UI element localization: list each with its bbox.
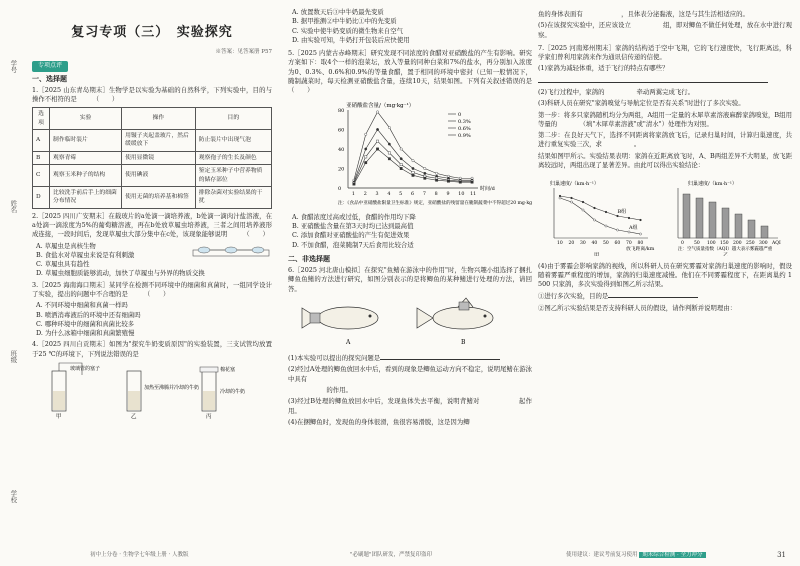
q4-option-d: D. 由实验可知，牛奶打开包装后应快使用 xyxy=(292,35,410,44)
answer-reference: ※答案：见答案册 P57 xyxy=(215,48,272,55)
q3-option-a: A. 不同环境中细菌和真菌一样吗 xyxy=(36,301,128,310)
milk-tubes-diagram xyxy=(32,361,262,419)
table-cell: D xyxy=(33,186,50,208)
data-point xyxy=(388,157,390,159)
bar xyxy=(709,202,716,238)
legend-label: 0.9% xyxy=(458,132,471,139)
tube-label: 加热至沸腾并冷却的牛奶 xyxy=(144,384,200,391)
series-line-b xyxy=(560,196,641,220)
chart-note: 注：空气质量指数（AQI）越大表示雾霾越严重 xyxy=(678,247,773,253)
x-tick-label: 2 xyxy=(363,191,367,197)
data-point xyxy=(376,128,378,130)
chart-note: 注：《食品中亚硝酸盐限量卫生标准》规定，亚硝酸盐的残留量在腌制蔬菜中不得超过20 mg·kg⁻¹ xyxy=(338,200,532,206)
footer-usage-tag: 使用建议：建议考前复习使用 xyxy=(566,552,638,559)
fish-a xyxy=(302,307,378,346)
nitrite-chart xyxy=(288,98,532,210)
q5-option-b: B. 亚硝酸盐含量在第3天时均已达到最高值 xyxy=(292,222,414,231)
fish-label: B xyxy=(461,338,466,346)
tube-name: 乙 xyxy=(131,413,137,419)
data-point xyxy=(365,147,367,149)
column-middle xyxy=(288,8,552,538)
series-line xyxy=(354,149,472,184)
data-point xyxy=(582,209,584,211)
answer-blank[interactable] xyxy=(608,291,698,298)
q7-part-4: (4)由于雾霾会影响家鸽的视线，所以科研人员在研究雾霾对家鸽归巢速度的影响时，假设随着雾霾严重程度的增加，家鸽的归巢速度减慢。他们在不同雾霾程度下，在距离巢约 1 500 只家鸽，多次实验得到如图乙所示结果。 xyxy=(538,261,792,289)
question-2 xyxy=(32,212,272,240)
table-cell: 使用碘液 xyxy=(122,165,196,187)
x-tick-label: 30 xyxy=(580,241,586,247)
data-point xyxy=(471,180,473,182)
data-point xyxy=(400,163,402,165)
y-axis-label: 归巢速度/（km·h⁻¹） xyxy=(688,181,737,188)
table-cell: A xyxy=(33,129,50,151)
table-cell: B xyxy=(33,151,50,164)
data-point xyxy=(412,167,414,169)
table-row xyxy=(33,151,272,164)
data-point xyxy=(459,180,461,182)
side-info-strip xyxy=(0,60,28,560)
tube-name: 丙 xyxy=(206,413,212,419)
legend-label: 0.6% xyxy=(458,125,471,132)
data-point xyxy=(605,211,607,213)
data-point xyxy=(559,197,561,199)
q6-part-2: (2)经过A处理的鲫鱼放回水中后，看到的现象是鲫鱼运动方向不稳定，说明尾鳍在游泳中具有 xyxy=(288,365,532,383)
data-point xyxy=(365,133,367,135)
x-tick-label: 7 xyxy=(422,191,426,197)
fish-b xyxy=(417,298,493,346)
q3-option-b: B. 喷洒消毒液后的环境中还有细菌吗 xyxy=(36,310,141,319)
data-point xyxy=(400,167,402,169)
chart-name: 甲 xyxy=(594,253,600,257)
data-point xyxy=(353,182,355,184)
q7-part-4-1-text: ①进行多次实验，目的是 xyxy=(538,292,609,301)
bar xyxy=(761,226,768,238)
series-line xyxy=(354,141,472,183)
q5-option-d: D. 不加食醋，泡菜腌制7天后食用比较合适 xyxy=(292,240,414,249)
q3-option-c: C. 哪种环境中的细菌和真菌比较多 xyxy=(36,319,135,328)
question-3: 3.［2025 海南海口期末］某同学在检测不同环境中的细菌和真菌时，一组同学设计了实验，提出的问题中不合理的是 （ ） xyxy=(32,280,272,298)
q2-option-a: A. 草履虫是真核生物 xyxy=(36,241,96,250)
q6-part-3: (3)经过B处理的鲫鱼放回水中后，发现鱼体失去平衡，说明背鳍对 起作用。 xyxy=(288,397,532,415)
x-tick-label: 200 xyxy=(733,241,742,247)
y-axis-label: 归巢速度/（km·h⁻¹） xyxy=(550,181,599,188)
page-title: 复习专项（三） 实验探究 xyxy=(71,25,233,40)
x-axis-label: 时间/d xyxy=(480,185,495,192)
footer-badge: 期末综合检测 · 全力冲分 xyxy=(639,552,705,558)
data-point xyxy=(424,167,426,169)
x-tick-label: 3 xyxy=(375,191,379,197)
special-tag: 专项点评 xyxy=(32,61,68,72)
series-label: B组 xyxy=(617,209,627,216)
data-point xyxy=(388,126,390,128)
x-tick-label: 10 xyxy=(557,241,563,247)
data-point xyxy=(400,147,402,149)
data-point xyxy=(376,110,378,112)
data-point xyxy=(616,229,618,231)
q7-part-2: (2)飞行过程中，家鸽的 牵动两翼完成飞行。 xyxy=(538,87,695,96)
table-cell: 制作临时装片 xyxy=(50,129,122,151)
y-axis-label: 亚硝酸盐含量/（mg·kg⁻¹） xyxy=(346,102,415,109)
section-nonchoice-title: 二、非选择题 xyxy=(288,254,330,263)
bar xyxy=(735,214,742,238)
y-tick-label: 40 xyxy=(338,146,345,153)
fish-label: A xyxy=(346,338,351,346)
chart-name: 乙 xyxy=(723,253,729,257)
answer-blank[interactable] xyxy=(538,76,768,83)
data-point xyxy=(605,225,607,227)
question-5: 5.［2025 内蒙古赤峰期末］研究发现不同浓度的食醋对亚硝酸盐的产生有影响。研究方案如下：取4个一样的泡菜坛，放入等量的同种白菜和7%的盐水，再分别加入浓度为0、0.3%、0.6%和0.9%的等量食醋，置于相同的环境中密封（已知一般情况下，腌制蔬菜时，每天检测亚硝酸盐含量，连续10天，结果如图。下列有关叙述错误的是 （ ） xyxy=(288,49,552,95)
table-header: 操作 xyxy=(122,108,196,130)
x-tick-label: 9 xyxy=(446,191,450,197)
x-tick-label: 0 xyxy=(681,241,684,247)
q7-result: 结果如图甲所示。实验结果表明：家鸽在近距离放飞时，A、B两组差异不大明显，放飞距离较远时，两组出现了显著差异。由此可以得出实验结论： xyxy=(538,151,792,169)
tube-label: 冷却的牛奶 xyxy=(220,388,246,395)
q2-option-b: B. 食盐水对草履虫来说是有利刺激 xyxy=(36,250,135,259)
bar xyxy=(722,208,729,238)
x-tick-label: 4 xyxy=(387,191,391,197)
table-row xyxy=(33,129,272,151)
section-choice-title: 一、选择题 xyxy=(32,74,67,83)
q6-part-2b: 的作用。 xyxy=(288,386,352,395)
side-label-class: 班级 xyxy=(9,350,18,363)
data-point xyxy=(376,140,378,142)
data-point xyxy=(365,161,367,163)
tube-label: 棉花塞 xyxy=(220,366,236,373)
data-point xyxy=(616,215,618,217)
data-point xyxy=(628,231,630,233)
table-cell: 比较洗手前后手上的细菌分布情况 xyxy=(50,186,122,208)
x-tick-label: 70 xyxy=(626,241,632,247)
x-tick-label: 40 xyxy=(591,241,598,247)
x-tick-label: 50 xyxy=(694,241,700,247)
x-tick-label: 10 xyxy=(458,191,465,197)
table-header-row xyxy=(33,108,272,130)
question-4: 4.［2025 四川自贡期末］如图为"探究牛奶变质原因"的实验装置，三支试管均放置于25 ℃的环境下，下列说法错误的是 xyxy=(32,340,272,358)
table-cell: 用镊子夹起盖玻片，然后缓缓放下 xyxy=(122,129,196,151)
data-point xyxy=(639,219,641,221)
table-cell: 鉴定玉米种子中营养物质的储存部位 xyxy=(195,165,271,187)
q4-option-c: C. 实验中使牛奶变质的微生物来自空气 xyxy=(292,26,403,35)
data-point xyxy=(388,151,390,153)
y-tick-label: 0 xyxy=(338,185,342,192)
data-point xyxy=(388,142,390,144)
data-point xyxy=(628,217,630,219)
data-point xyxy=(365,155,367,157)
question-2-stem: 2.［2025 四川广安期末］在载玻片的a处滴一滴培养液，b处滴一滴肉汁盐溶液，在a处滴一滴浓度为5%的葡萄糖溶液，再在b处放草履虫培养液，三者之间用培养液形成连接，一段时间后，发现草履虫大部分集中在c处，该现象能够说明 （ ） xyxy=(32,211,272,239)
data-point xyxy=(376,147,378,149)
table-cell: 观察玉米种子的结构 xyxy=(50,165,122,187)
y-tick-label: 20 xyxy=(338,166,345,173)
table-cell: 观察孢子的生长及颜色 xyxy=(195,151,271,164)
side-label-school: 学校 xyxy=(9,490,18,503)
footer-right xyxy=(566,552,706,560)
page-number: 31 xyxy=(777,550,786,559)
q3-option-d: D. 为什么冰箱中细菌和真菌繁殖慢 xyxy=(36,329,135,338)
table-header: 目的 xyxy=(195,108,271,130)
footer-left: 初中上分卷 · 生物学七年级上册 · 人教版 xyxy=(90,552,189,559)
x-tick-label: 50 xyxy=(603,241,609,247)
q4-option-b: B. 据甲推测②中牛奶比①中的先变质 xyxy=(292,17,397,26)
question-7: 7.［2025 河南郑州期末］家鸽的结构适于空中飞翔，它的飞行速度快，飞行距离远，科学家们曾利用家鸽来作为通讯信传递的信使。 xyxy=(538,43,792,62)
q6-continued-1: 鱼的身体表面有 ，且体表分泌黏液，这是与其生活相适应的。 xyxy=(538,10,749,18)
q7-step-2: 第二步：在良好天气下，选择不同距离将家鸽放飞后，记录归巢时间，计算归巢速度，共进行重复实验三次，求 。 xyxy=(538,131,792,149)
column-left xyxy=(32,8,272,538)
data-point xyxy=(424,177,426,179)
data-point xyxy=(412,159,414,161)
q5-option-c: C. 添加食醋对亚硝酸盐的产生有促进效果 xyxy=(292,231,410,240)
x-tick-label: 80 xyxy=(637,241,644,247)
data-point xyxy=(400,157,402,159)
q6-part-1 xyxy=(288,353,532,363)
table-cell: 使用无菌的培养基和棉签 xyxy=(122,186,196,208)
column-right xyxy=(538,8,792,538)
bar xyxy=(683,194,690,238)
x-tick-label: 60 xyxy=(614,241,621,247)
legend-label: 0.3% xyxy=(458,118,471,125)
x-axis-label: 放飞距离/km xyxy=(626,247,655,253)
table-cell: 排除杂菌对实验结果的干扰 xyxy=(195,186,271,208)
x-tick-label: 100 xyxy=(707,241,716,247)
tube-label: 玻璃管的塞子 xyxy=(70,365,101,372)
data-point xyxy=(582,201,584,203)
q7-part-3: (3)科研人员在研究"家鸽嗅觉与导航定位是否有关系"时进行了多次实验。 xyxy=(538,99,745,108)
q5-option-a: A. 食醋浓度过高或过低，食醋的作用均下降 xyxy=(292,212,416,221)
x-tick-label: 300 xyxy=(759,241,768,247)
table-header: 实验 xyxy=(50,108,122,130)
x-tick-label: 20 xyxy=(568,241,575,247)
data-point xyxy=(447,180,449,182)
q7-step-1: 第一步：将多只家鸽随机均分为两组，A组用一定量的木犀草素溶液麻醉家鸽嗅觉，B组用等量的 （填"木犀草素溶液"或"清水"）处理作为对照。 xyxy=(538,110,792,128)
data-point xyxy=(570,197,572,199)
data-point xyxy=(570,201,572,203)
q4-option-a: A. 放置数天后③中牛奶最先变质 xyxy=(292,8,384,16)
data-point xyxy=(639,233,641,235)
table-cell: 防止装片中出现气泡 xyxy=(195,129,271,151)
table-cell: 使用显微镜 xyxy=(122,151,196,164)
series-label: A组 xyxy=(629,225,638,232)
legend-label: 0 xyxy=(458,111,462,118)
bar xyxy=(696,198,703,238)
data-point xyxy=(424,172,426,174)
x-tick-label: 1 xyxy=(351,191,355,197)
x-tick-label: 150 xyxy=(720,241,729,247)
data-point xyxy=(412,174,414,176)
x-tick-label: AQI xyxy=(772,241,781,247)
table-row xyxy=(33,165,272,187)
question-1: 1.［2025 山东青岛期末］生物学是以实验为基础的自然科学，下列实验中，目的与操作不相符的是 （ ） xyxy=(32,85,272,103)
pigeon-charts xyxy=(538,172,792,256)
y-tick-label: 80 xyxy=(338,107,345,114)
experiment-table xyxy=(32,107,272,209)
answer-blank[interactable] xyxy=(380,353,500,360)
footer-middle: "必刷题"团队研发，严禁复印盗印 xyxy=(350,552,433,559)
question-6: 6.［2025 河北唐山模拟］在探究"鱼鳍在游泳中的作用"时，生物兴趣小组选择了捆扎鲫鱼鱼鳍的方法进行研究，如图分别表示的是将鲫鱼的某种鳍进行处理的方法，请回答。 xyxy=(288,266,532,293)
slide-diagram xyxy=(192,242,272,260)
x-tick-label: 5 xyxy=(399,191,403,197)
q6-part-1-text: (1)本实验可以提出的探究问题是 xyxy=(288,354,381,363)
x-tick-label: 8 xyxy=(434,191,438,197)
tube-name: 甲 xyxy=(56,413,62,419)
table-cell: 观察青霉 xyxy=(50,151,122,164)
data-point xyxy=(435,179,437,181)
q6-part-5: (5)在该探究实验中，还应该设立 组，即对鲫鱼不做任何处理，放在水中进行观察。 xyxy=(538,21,792,39)
data-point xyxy=(593,207,595,209)
series-line xyxy=(354,111,472,179)
y-tick-label: 60 xyxy=(338,127,345,134)
data-point xyxy=(435,172,437,174)
data-point xyxy=(593,219,595,221)
side-label-name: 姓名 xyxy=(9,200,18,213)
q7-part-4-1 xyxy=(538,291,792,301)
q2-option-d: D. 草履虫细胞质能够流动，加快了草履虫与外界的物质交换 xyxy=(36,269,205,278)
x-tick-label: 6 xyxy=(411,191,415,197)
q2-option-c: C. 草履虫具有趋性 xyxy=(36,260,90,269)
table-cell: C xyxy=(33,165,50,187)
q6-part-4: (4)在捆鲫鱼时，发现鱼的身体很滑，鱼很容易滑脱，这是因为鲫 xyxy=(288,417,470,426)
data-point xyxy=(412,171,414,173)
bar xyxy=(748,220,755,238)
q7-part-4-2: ②图乙所示实验结果是否支持科研人员的假设，请作判断并说明理由： xyxy=(538,303,737,312)
table-row xyxy=(33,186,272,208)
x-tick-label: 11 xyxy=(470,191,477,197)
x-tick-label: 250 xyxy=(746,241,755,247)
side-label-student-id: 学号 xyxy=(9,60,18,73)
fish-diagram xyxy=(288,296,532,348)
q7-part-1: (1)家鸽为减轻体重，适于飞行的特点有哪些？ xyxy=(538,64,669,73)
q7-answer-line xyxy=(538,76,792,86)
table-header: 选项 xyxy=(33,108,50,130)
